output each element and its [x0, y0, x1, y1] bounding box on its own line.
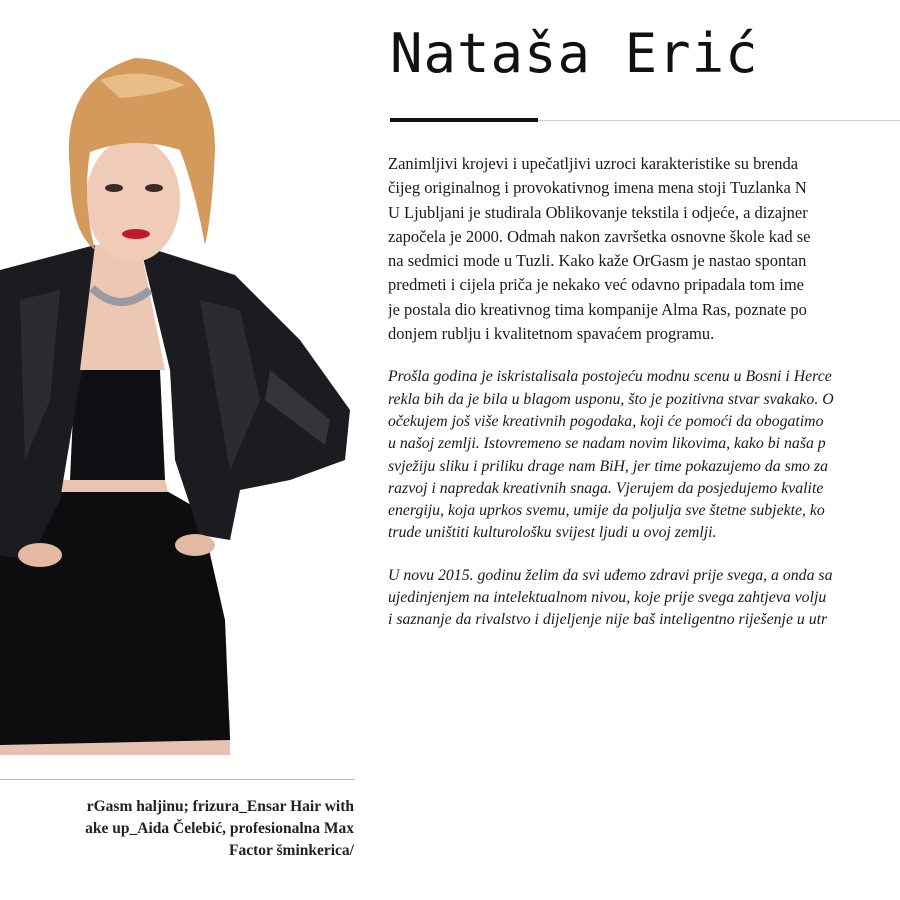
- text-line: Zanimljivi krojevi i upečatljivi uzroci karakteristike su brenda: [388, 154, 799, 173]
- text-line: u našoj zemlji. Istovremeno se nadam novim likovima, kako bi naša p: [388, 435, 826, 453]
- text-line: predmeti i cijela priča je nekako već odavno pripadala tom ime: [388, 275, 804, 295]
- text-line: čijeg originalnog i provokativnog imena mena stoji Tuzlanka N: [388, 178, 807, 198]
- paragraph-quote: [388, 366, 900, 544]
- text-line: očekujem još više kreativnih pogodaka, koji će pomoći da obogatimo: [388, 412, 824, 430]
- text-line: svježiju sliku i priliku drage nam BiH, jer time pokazujemo da smo za: [388, 457, 829, 475]
- portrait-photo: [0, 40, 360, 755]
- photo-caption: [0, 796, 354, 862]
- text-line: na sedmici mode u Tuzli. Kako kaže OrGasm je nastao spontan: [388, 251, 807, 271]
- text-line: U novu 2015. godinu želim da svi uđemo zdravi prije svega, a onda sa: [388, 566, 833, 584]
- portrait-illustration: [0, 40, 360, 755]
- text-line: donjem rublju i kvalitetnom spavaćem programu.: [388, 324, 715, 344]
- text-line: U Ljubljani je studirala Oblikovanje tekstila i odjeće, a dizajner: [388, 202, 808, 222]
- title-accent-bar: [390, 118, 538, 122]
- caption-line: rGasm haljinu; frizura_Ensar Hair with: [86, 798, 354, 815]
- text-line: razvoj i napredak kreativnih snaga. Vjerujem da posjedujemo kvalite: [388, 479, 824, 497]
- caption-line: Factor šminkerica/: [229, 842, 354, 859]
- caption-divider: [0, 779, 355, 780]
- text-line: rekla bih da je bila u blagom usponu, što je pozitivna stvar svakako. O: [388, 390, 834, 408]
- paragraph-intro: [388, 152, 900, 346]
- text-line: je postala dio kreativnog tima kompanije Alma Ras, poznate po: [388, 299, 807, 319]
- text-line: i saznanje da rivalstvo i dijeljenje nije baš inteligentno riješenje u utr: [388, 611, 828, 629]
- text-line: energiju, koja uprkos svemu, umije da poljulja sve štetne subjekte, ko: [388, 502, 825, 520]
- paragraph-closing: [388, 565, 900, 632]
- caption-line: ake up_Aida Čelebić, profesionalna Max: [85, 820, 354, 837]
- text-line: započela je 2000. Odmah nakon završetka osnovne škole kad se: [388, 226, 811, 246]
- article-body: [388, 152, 900, 652]
- text-line: Prošla godina je iskristalisala postojeću modnu scenu u Bosni i Herce: [388, 368, 832, 386]
- text-line: trude uništiti kulturološku svijest ljudi u ovoj zemlji.: [388, 524, 717, 542]
- page-title: Nataša Erić: [390, 22, 759, 85]
- text-line: ujedinjenjem na intelektualnom nivou, koje prije svega zahtjeva volju: [388, 589, 827, 607]
